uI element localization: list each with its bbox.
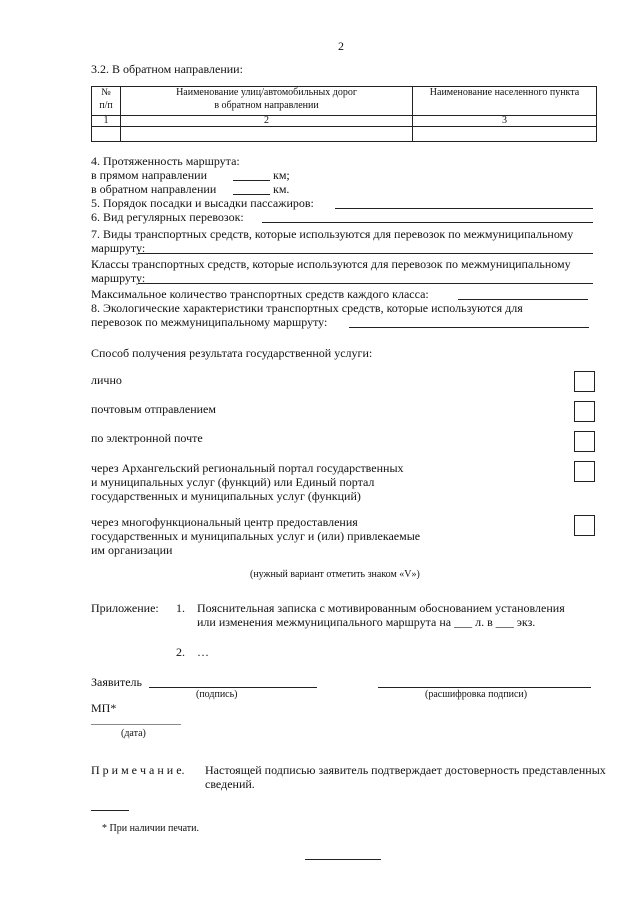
- ecological-field[interactable]: [349, 327, 589, 328]
- route-table: [91, 86, 597, 142]
- item8-line1: 8. Экологические характеристики транспортных средств, которые используются для: [91, 301, 523, 315]
- remark-line2: сведений.: [205, 777, 255, 791]
- decoding-caption: (расшифровка подписи): [425, 689, 528, 700]
- item7-line1: 7. Виды транспортных средств, которые используются для перевозок по межмуниципальному: [91, 227, 574, 241]
- option-mail-label: почтовым отправлением: [91, 402, 216, 416]
- remark-label: П р и м е ч а н и е.: [91, 763, 185, 777]
- attachment-item1-line1: Пояснительная записка с мотивированным обоснованием установления: [197, 601, 565, 615]
- reverse-length-field[interactable]: [233, 194, 270, 195]
- max-count-label: Максимальное количество транспортных средств каждого класса:: [91, 287, 429, 301]
- vehicle-types-field[interactable]: [138, 253, 593, 254]
- page-number: 2: [338, 39, 344, 53]
- option-mfc-checkbox[interactable]: [574, 515, 595, 536]
- option-mfc-line2: государственных и муниципальных услуг и (или) привлекаемые: [91, 529, 421, 543]
- table-cell[interactable]: [121, 127, 413, 142]
- table-header-row: [92, 87, 597, 116]
- date-caption: (дата): [121, 728, 146, 739]
- forward-length-field[interactable]: [233, 180, 270, 181]
- option-mfc-line3: им организации: [91, 543, 173, 557]
- option-portal-line3: государственных и муниципальных услуг (функций): [91, 489, 361, 503]
- signature-field[interactable]: [149, 687, 317, 688]
- item8-line2: перевозок по межмуниципальному маршруту:: [91, 315, 328, 329]
- delivery-note: (нужный вариант отметить знаком «V»): [250, 569, 420, 580]
- max-count-field[interactable]: [458, 299, 588, 300]
- boarding-procedure-field[interactable]: [335, 208, 593, 209]
- end-of-form-line: [305, 859, 381, 860]
- column-header-streets: Наименование улиц/автомобильных дорог в обратном направлении: [121, 87, 413, 116]
- attachment-item1-line2: или изменения межмуниципального маршрута на ___ л. в ___ экз.: [197, 615, 536, 629]
- item7-line2: маршруту:: [91, 241, 146, 255]
- column-number-2: 2: [121, 116, 413, 127]
- option-portal-line2: и муниципальных услуг (функций) или Единый портал: [91, 475, 375, 489]
- attachment-item2-text: …: [197, 645, 209, 659]
- item4-reverse-unit: км.: [273, 182, 290, 196]
- item4-forward-unit: км;: [273, 168, 290, 182]
- transport-type-field[interactable]: [262, 222, 593, 223]
- applicant-label: Заявитель: [91, 675, 142, 689]
- signature-caption: (подпись): [196, 689, 238, 700]
- delivery-title: Способ получения результата государственной услуги:: [91, 346, 373, 360]
- attachment-label: Приложение:: [91, 601, 159, 615]
- item4-forward-label: в прямом направлении: [91, 168, 207, 182]
- section-title: 3.2. В обратном направлении:: [91, 62, 243, 76]
- classes-line1: Классы транспортных средств, которые используются для перевозок по межмуниципальному: [91, 257, 571, 271]
- column-header-settlement: Наименование населенного пункта: [413, 87, 597, 116]
- option-email-label: по электронной почте: [91, 431, 203, 445]
- option-in-person-label: лично: [91, 373, 122, 387]
- attachment-item1-number: 1.: [176, 601, 185, 615]
- column-number-1: 1: [92, 116, 121, 127]
- item5-label: 5. Порядок посадки и высадки пассажиров:: [91, 196, 314, 210]
- date-field[interactable]: [91, 724, 181, 725]
- option-portal-line1: через Архангельский региональный портал государственных: [91, 461, 404, 475]
- column-header-number: № п/п: [92, 87, 121, 116]
- table-row: [92, 127, 597, 142]
- table-number-row: [92, 116, 597, 127]
- option-email-checkbox[interactable]: [574, 431, 595, 452]
- stamp-label: МП*: [91, 701, 117, 715]
- attachment-item2-number: 2.: [176, 645, 185, 659]
- classes-line2: маршруту:: [91, 271, 146, 285]
- option-mail-checkbox[interactable]: [574, 401, 595, 422]
- column-number-3: 3: [413, 116, 597, 127]
- footnote-separator: [91, 810, 129, 811]
- vehicle-classes-field[interactable]: [138, 283, 593, 284]
- option-portal-checkbox[interactable]: [574, 461, 595, 482]
- item6-label: 6. Вид регулярных перевозок:: [91, 210, 244, 224]
- remark-line1: Настоящей подписью заявитель подтверждает достоверность представленных: [205, 763, 606, 777]
- option-mfc-line1: через многофункциональный центр предоставления: [91, 515, 358, 529]
- footnote-text: * При наличии печати.: [102, 823, 199, 834]
- table-cell[interactable]: [92, 127, 121, 142]
- table-cell[interactable]: [413, 127, 597, 142]
- signature-decoding-field[interactable]: [378, 687, 591, 688]
- item4-title: 4. Протяженность маршрута:: [91, 154, 240, 168]
- option-in-person-checkbox[interactable]: [574, 371, 595, 392]
- item4-reverse-label: в обратном направлении: [91, 182, 217, 196]
